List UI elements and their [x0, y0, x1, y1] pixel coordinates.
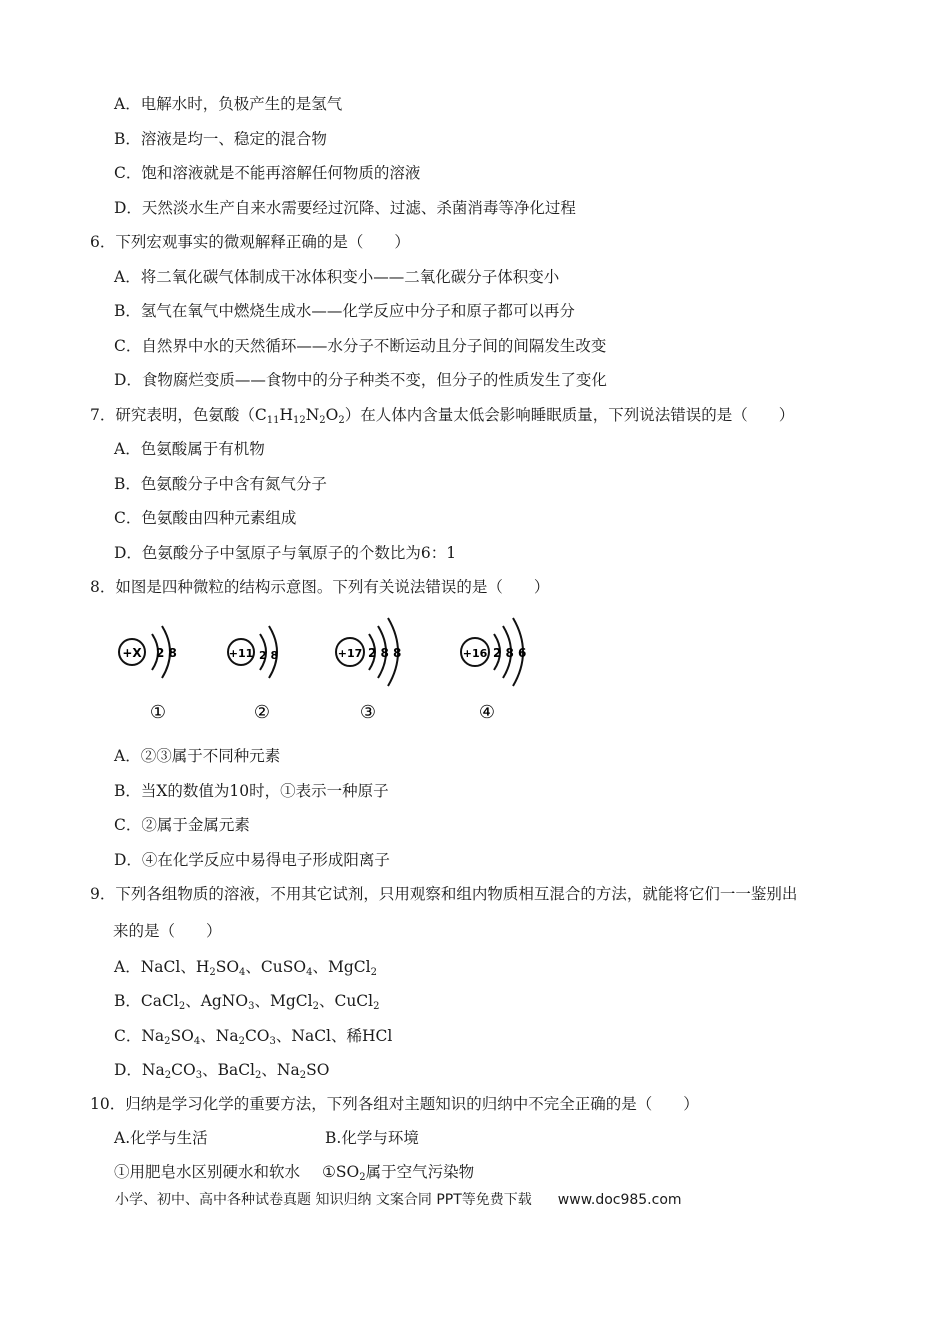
q6-option-c: C．自然界中水的天然循环——水分子不断运动且分子间的间隔发生改变 — [114, 337, 607, 355]
particle-label-2: ② — [253, 702, 271, 723]
nucleus-charge-1: +X — [122, 646, 142, 660]
q5-option-c: C．饱和溶液就是不能再溶解任何物质的溶液 — [114, 164, 421, 182]
footer-link[interactable]: www.doc985.com — [557, 1192, 682, 1208]
q7-option-a: A．色氨酸属于有机物 — [114, 440, 265, 458]
q6-option-d: D．食物腐烂变质——食物中的分子种类不变，但分子的性质发生了变化 — [114, 371, 607, 389]
particle-label-4: ④ — [478, 702, 496, 723]
q9-stem-line1: 9．下列各组物质的溶液，不用其它试剂，只用观察和组内物质相互混合的方法，就能将它们一一鉴别出 — [90, 885, 798, 903]
page-footer — [115, 1190, 682, 1210]
nucleus-charge-4: +16 — [462, 647, 488, 660]
nucleus-charge-2: +11 — [228, 647, 254, 660]
particle-4-diagram — [461, 618, 526, 723]
q8-option-a: A．②③属于不同种元素 — [114, 747, 281, 765]
q10-column-b-header: B.化学与环境 — [325, 1129, 419, 1147]
q7-option-d: D．色氨酸分子中氢原子与氧原子的个数比为6：1 — [114, 544, 457, 562]
particle-2-diagram — [228, 626, 278, 723]
q10-stem: 10．归纳是学习化学的重要方法，下列各组对主题知识的归纳中不完全正确的是（ ） — [90, 1095, 699, 1113]
q7-option-b: B．色氨酸分子中含有氮气分子 — [114, 475, 327, 493]
q6-option-b: B．氢气在氧气中燃烧生成水——化学反应中分子和原子都可以再分 — [114, 302, 575, 320]
q9-option-d: D．$Na_2CO_3$、BaCl$_2$、$Na_2SO$ — [114, 1061, 330, 1081]
shell-electrons-3: 2 8 8 — [368, 646, 402, 660]
q6-option-a: A．将二氧化碳气体制成干冰体积变小——二氧化碳分子体积变小 — [114, 268, 560, 286]
atomic-structure-diagrams — [100, 610, 560, 725]
q5-option-d: D．天然淡水生产自来水需要经过沉降、过滤、杀菌消毒等净化过程 — [114, 199, 576, 217]
nucleus-charge-3: +17 — [337, 647, 363, 660]
q9-option-c: C．$Na_2SO_4$、$Na_2CO_3$、NaCl、稀HCl — [114, 1027, 393, 1047]
q6-stem: 6．下列宏观事实的微观解释正确的是（ ） — [90, 233, 410, 251]
q10-column-a-header: A.化学与生活 — [114, 1129, 208, 1147]
shell-electrons-4: 2 8 6 — [493, 646, 527, 660]
particle-label-3: ③ — [359, 702, 377, 723]
q8-option-c: C．②属于金属元素 — [114, 816, 250, 834]
shell-electrons-1: 2 8 — [156, 646, 177, 660]
particle-label-1: ① — [149, 702, 167, 723]
particle-1-diagram — [119, 626, 177, 723]
q5-option-b: B．溶液是均一、稳定的混合物 — [114, 130, 327, 148]
particle-3-diagram — [336, 618, 401, 723]
shell-electrons-2: 2 8 — [259, 649, 279, 662]
footer-text: 小学、初中、高中各种试卷真题 知识归纳 文案合同 PPT等免费下载 — [115, 1192, 532, 1208]
q10-row-b1: $①SO_2$属于空气污染物 — [322, 1163, 475, 1183]
q9-stem-line2: 来的是（ ） — [113, 922, 222, 940]
q9-option-a: A．NaCl、$H_2SO_4$、CuSO$_4$、MgCl$_2$ — [114, 958, 377, 978]
q5-option-a: A．电解水时，负极产生的是氢气 — [114, 95, 343, 113]
q7-option-c: C．色氨酸由四种元素组成 — [114, 509, 297, 527]
q8-option-d: D．④在化学反应中易得电子形成阳离子 — [114, 851, 390, 869]
q9-option-b: B．CaCl$_2$、AgNO$_3$、MgCl$_2$、CuCl$_2$ — [114, 992, 380, 1012]
q8-option-b: B．当X的数值为10时，①表示一种原子 — [114, 782, 389, 800]
q8-stem: 8．如图是四种微粒的结构示意图。下列有关说法错误的是（ ） — [90, 578, 550, 596]
q10-row-a1: ①用肥皂水区别硬水和软水 — [114, 1163, 301, 1181]
q7-stem: 7．研究表明，色氨酸$(C_{11}H_{12}N_2O_2)$在人体内含量太低会影响睡眠质量，下列说法错误的是（ ） — [90, 406, 795, 426]
